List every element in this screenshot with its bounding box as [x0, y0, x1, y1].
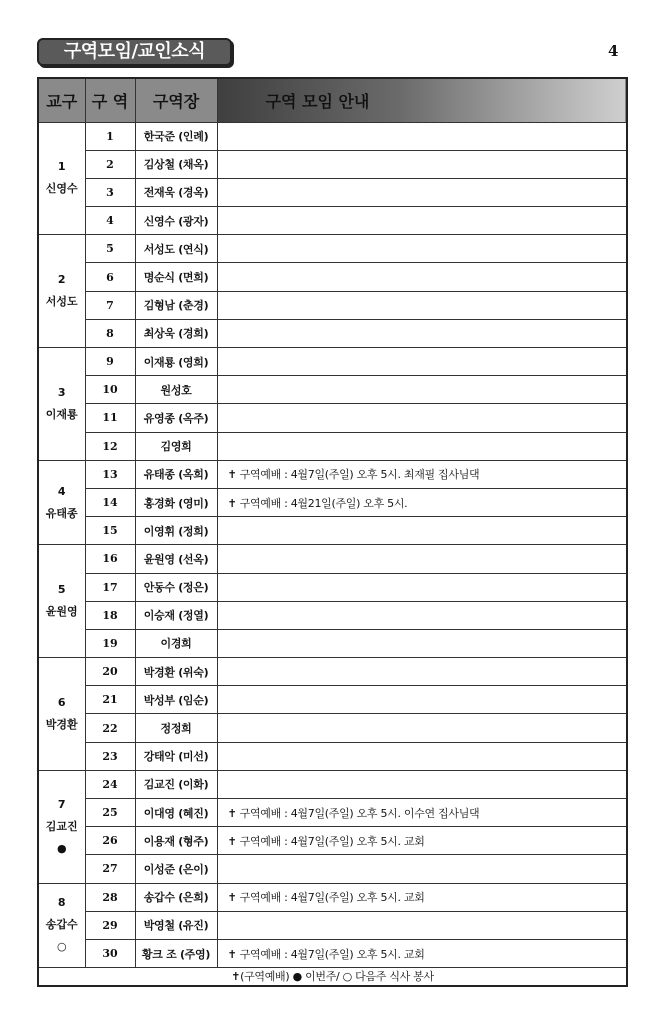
section-number: 18 — [85, 601, 135, 629]
legend-text: ✝(구역예배) ● 이번주/ ○ 다음주 식사 봉사 — [38, 968, 627, 986]
table-row — [38, 770, 627, 798]
section-leader: 이경희 — [135, 629, 217, 657]
page-title: 구역모임/교인소식 — [37, 38, 232, 66]
section-number: 22 — [85, 714, 135, 742]
section-leader: 박영철 (유진) — [135, 911, 217, 939]
section-leader: 이승재 (정열) — [135, 601, 217, 629]
table-row — [38, 855, 627, 883]
meeting-notice: ✝ 구역예배 : 4월7일(주일) 오후 5시. 이수연 집사님댁 — [217, 799, 627, 827]
section-number: 26 — [85, 827, 135, 855]
table-row — [38, 178, 627, 206]
section-leader: 이재룡 (영희) — [135, 348, 217, 376]
section-number: 29 — [85, 911, 135, 939]
section-number: 27 — [85, 855, 135, 883]
district-number: 5 — [57, 583, 66, 597]
table-row — [38, 517, 627, 545]
table-row — [38, 742, 627, 770]
legend-row — [38, 968, 627, 986]
meeting-notice — [217, 348, 627, 376]
section-leader: 최상욱 (경희) — [135, 319, 217, 347]
table-row — [38, 686, 627, 714]
section-leader: 서성도 (연식) — [135, 235, 217, 263]
section-number: 28 — [85, 883, 135, 911]
section-leader: 김상철 (채옥) — [135, 150, 217, 178]
section-number: 2 — [85, 150, 135, 178]
district-number: 4 — [57, 484, 66, 498]
meeting-notice — [217, 658, 627, 686]
meeting-notice: ✝ 구역예배 : 4월7일(주일) 오후 5시. 교회 — [217, 827, 627, 855]
section-number: 8 — [85, 319, 135, 347]
district-number: 6 — [57, 695, 66, 709]
table-row — [38, 939, 627, 967]
table-row — [38, 207, 627, 235]
section-number: 4 — [85, 207, 135, 235]
section-leader: 송갑수 (은희) — [135, 883, 217, 911]
meeting-notice — [217, 911, 627, 939]
table-row — [38, 629, 627, 657]
district-pastor-name: 유태종 — [45, 506, 78, 520]
section-leader: 유영종 (옥주) — [135, 404, 217, 432]
district-pastor-name: 신영수 — [45, 182, 78, 196]
section-number: 23 — [85, 742, 135, 770]
section-leader: 정정희 — [135, 714, 217, 742]
section-leader: 이용재 (형주) — [135, 827, 217, 855]
table-row — [38, 573, 627, 601]
table-row — [38, 658, 627, 686]
column-header-leader: 구역장 — [135, 78, 217, 122]
section-number: 9 — [85, 348, 135, 376]
meeting-notice — [217, 235, 627, 263]
table-row — [38, 883, 627, 911]
table-row — [38, 545, 627, 573]
column-header-notice: 구역 모임 안내 — [217, 78, 627, 122]
table-row — [38, 235, 627, 263]
table-row — [38, 911, 627, 939]
section-leader: 이영휘 (정희) — [135, 517, 217, 545]
table-header-row — [38, 78, 627, 122]
column-header-gyogu: 교구 — [38, 78, 85, 122]
table-row — [38, 714, 627, 742]
meal-service-mark: ● — [56, 841, 67, 855]
section-leader: 김교진 (이화) — [135, 770, 217, 798]
table-row — [38, 432, 627, 460]
meeting-notice — [217, 404, 627, 432]
meeting-notice — [217, 601, 627, 629]
meeting-notice — [217, 150, 627, 178]
district-pastor-name: 윤원영 — [45, 605, 78, 619]
meeting-notice — [217, 207, 627, 235]
district-number: 8 — [57, 896, 66, 910]
table-row — [38, 122, 627, 150]
district-pastor-name: 송갑수 — [45, 918, 78, 932]
section-number: 5 — [85, 235, 135, 263]
column-header-guyeok: 구 역 — [85, 78, 135, 122]
table-row — [38, 460, 627, 488]
meal-service-mark: ○ — [56, 940, 67, 954]
section-number: 7 — [85, 291, 135, 319]
meeting-notice — [217, 178, 627, 206]
section-number: 24 — [85, 770, 135, 798]
meeting-notice — [217, 573, 627, 601]
section-number: 21 — [85, 686, 135, 714]
section-leader: 안동수 (정은) — [135, 573, 217, 601]
table-row — [38, 799, 627, 827]
section-number: 25 — [85, 799, 135, 827]
section-number: 16 — [85, 545, 135, 573]
section-number: 3 — [85, 178, 135, 206]
meeting-notice — [217, 319, 627, 347]
table-body — [38, 122, 627, 986]
section-number: 14 — [85, 488, 135, 516]
district-cell — [38, 658, 85, 771]
table-row — [38, 291, 627, 319]
section-leader: 신영수 (광자) — [135, 207, 217, 235]
table-row — [38, 488, 627, 516]
section-leader: 원성호 — [135, 376, 217, 404]
section-leader: 유태종 (옥희) — [135, 460, 217, 488]
section-leader: 김영희 — [135, 432, 217, 460]
district-pastor-name: 이재룡 — [45, 407, 78, 421]
table-row — [38, 827, 627, 855]
section-leader: 이대영 (혜진) — [135, 799, 217, 827]
section-number: 30 — [85, 939, 135, 967]
district-pastor-name: 서성도 — [45, 295, 78, 309]
district-cell — [38, 770, 85, 883]
section-number: 12 — [85, 432, 135, 460]
section-leader: 전재욱 (경옥) — [135, 178, 217, 206]
section-number: 15 — [85, 517, 135, 545]
meeting-notice — [217, 714, 627, 742]
district-roster-table — [37, 77, 628, 987]
meeting-notice — [217, 742, 627, 770]
meeting-notice — [217, 432, 627, 460]
section-number: 17 — [85, 573, 135, 601]
section-leader: 윤원영 (선옥) — [135, 545, 217, 573]
page-number: 4 — [608, 42, 619, 60]
meeting-notice — [217, 517, 627, 545]
meeting-notice — [217, 376, 627, 404]
section-number: 19 — [85, 629, 135, 657]
table-row — [38, 319, 627, 347]
meeting-notice: ✝ 구역예배 : 4월7일(주일) 오후 5시. 최재필 집사님댁 — [217, 460, 627, 488]
meeting-notice — [217, 855, 627, 883]
table-row — [38, 601, 627, 629]
meeting-notice — [217, 629, 627, 657]
section-number: 20 — [85, 658, 135, 686]
meeting-notice: ✝ 구역예배 : 4월21일(주일) 오후 5시. — [217, 488, 627, 516]
section-number: 13 — [85, 460, 135, 488]
table-row — [38, 263, 627, 291]
section-leader: 홍경화 (영미) — [135, 488, 217, 516]
meeting-notice — [217, 122, 627, 150]
district-number: 3 — [57, 385, 66, 399]
district-number: 2 — [57, 273, 66, 287]
district-cell — [38, 545, 85, 658]
district-pastor-name: 김교진 — [45, 819, 78, 833]
section-leader: 한국준 (인례) — [135, 122, 217, 150]
meeting-notice — [217, 291, 627, 319]
section-number: 11 — [85, 404, 135, 432]
meeting-notice: ✝ 구역예배 : 4월7일(주일) 오후 5시. 교회 — [217, 939, 627, 967]
table-row — [38, 150, 627, 178]
district-cell — [38, 460, 85, 545]
district-number: 1 — [57, 160, 66, 174]
meeting-notice — [217, 263, 627, 291]
meeting-notice — [217, 770, 627, 798]
section-number: 10 — [85, 376, 135, 404]
section-leader: 황크 조 (주영) — [135, 939, 217, 967]
table-row — [38, 348, 627, 376]
table-row — [38, 376, 627, 404]
section-leader: 명순식 (면희) — [135, 263, 217, 291]
meeting-notice: ✝ 구역예배 : 4월7일(주일) 오후 5시. 교회 — [217, 883, 627, 911]
section-number: 6 — [85, 263, 135, 291]
district-cell — [38, 235, 85, 348]
meeting-notice — [217, 686, 627, 714]
section-number: 1 — [85, 122, 135, 150]
section-leader: 강태악 (미선) — [135, 742, 217, 770]
district-cell — [38, 348, 85, 461]
table-row — [38, 404, 627, 432]
district-cell — [38, 122, 85, 235]
section-leader: 이성준 (은이) — [135, 855, 217, 883]
district-cell — [38, 883, 85, 968]
meeting-notice — [217, 545, 627, 573]
district-number: 7 — [57, 797, 66, 811]
district-pastor-name: 박경환 — [45, 717, 78, 731]
section-leader: 김형남 (춘경) — [135, 291, 217, 319]
section-leader: 박성부 (임순) — [135, 686, 217, 714]
section-leader: 박경환 (위숙) — [135, 658, 217, 686]
